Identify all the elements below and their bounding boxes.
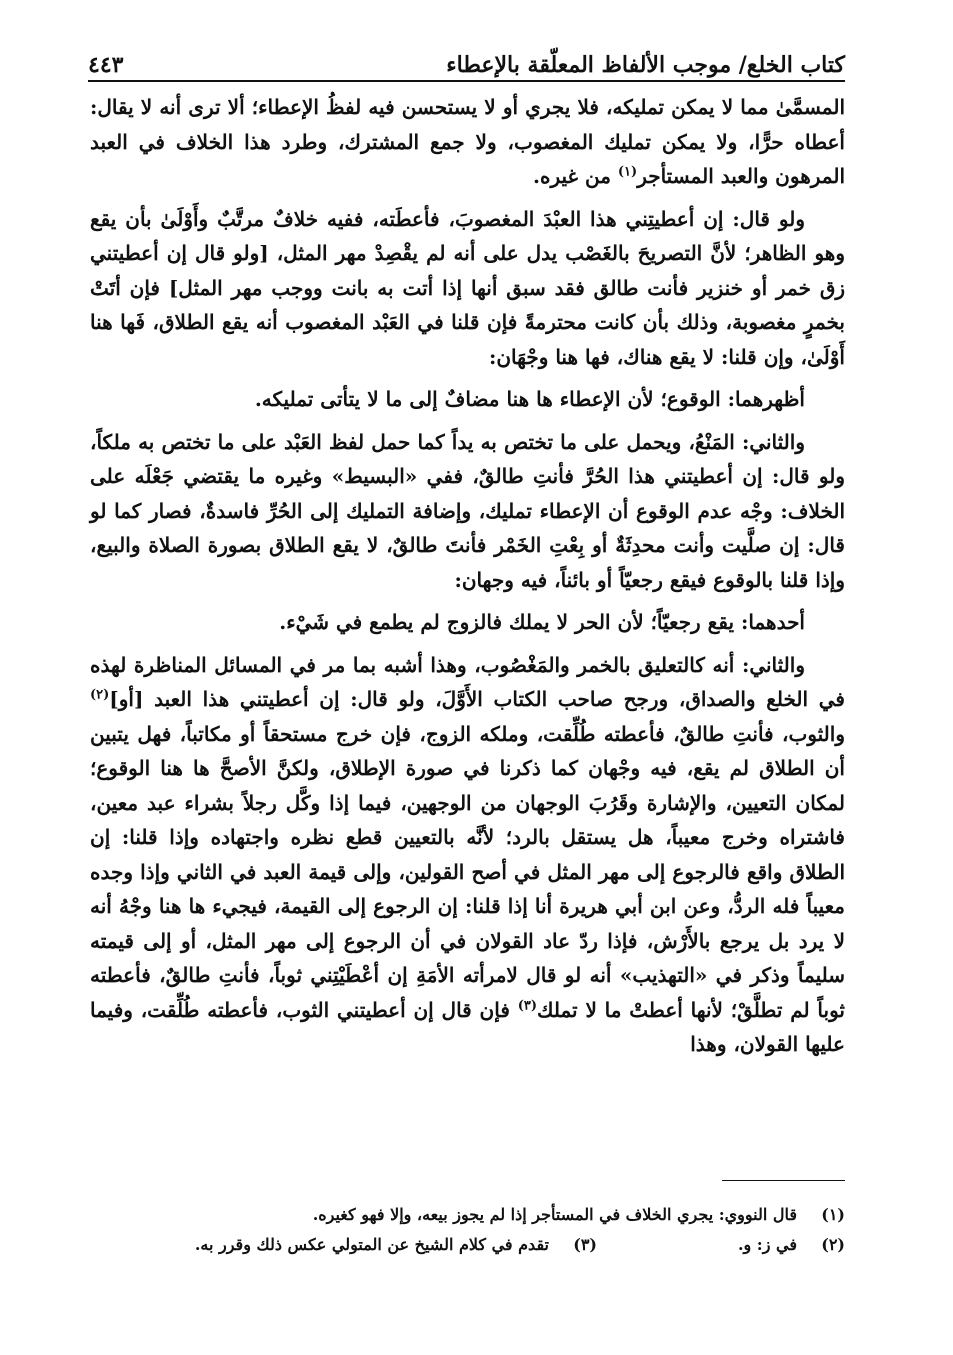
- footnote-ref: (٣): [517, 997, 538, 1013]
- paragraph-text: فإن قال إن أعطيتني الثوب، فأعطته طُلِّقت، وفيما عليها القولان، وهذا: [90, 997, 845, 1056]
- paragraph-lead: أظهرهما:: [727, 387, 805, 411]
- header-rule: [88, 80, 845, 82]
- paragraph-text: يقع رجعيّاً؛ لأن الحر لا يملك فالزوج لم يطمع في شَيْء.: [279, 610, 741, 634]
- paragraph-lead: أحدهما:: [740, 610, 805, 634]
- paragraph-3: [90, 382, 845, 417]
- paragraph-text: المَنْعُ، ويحمل على ما تختص به يداً كما حمل لفظ العَبْد على ما تختص به ملكاً، ولو قال: إن أعطيتني هذا الحُرَّ فأنتِ طالقٌ، ففي «البسيط» وغيره ما يقتضي جَعْلَه على الخلاف: وجْه عدم الوقوع أن الإعطاء تمليك، وإضافة التمليك إلى الحُرِّ فاسدةٌ، فصار كما لو قال: إن صلَّيت وأنت محدِثَةٌ أو بِعْتِ الخَمْر فأنتَ طالقٌ، لا يقع الطلاق بصورة الصلاة والبيع، وإذا قلنا بالوقوع فيقع رجعيّاً أو بائناً، فيه وجهان:: [90, 429, 845, 592]
- paragraph-2: [90, 202, 845, 375]
- footnotes: [110, 1200, 845, 1260]
- footnote-text: قال النووي: يجري الخلاف في المستأجر إذا لم يجوز بيعه، وإلا فهو كغيره.: [312, 1205, 797, 1224]
- footnote-number: (٣): [573, 1235, 597, 1254]
- footnote-rule: [722, 1180, 845, 1181]
- paragraph-text: من غيره.: [533, 164, 618, 188]
- page-number: ٤٤٣: [88, 52, 124, 78]
- footnote: [110, 1200, 845, 1230]
- footnote-text: تقدم في كلام الشيخ عن المتولي عكس ذلك وقرر به.: [194, 1235, 549, 1254]
- paragraph-text: والثوب، فأنتِ طالقٌ، فأعطته طُلِّقت، وملكه الزوج، فإن خرج مستحقاً أو مكاتباً، فهل يتبين أن الطلاق لم يقع، فيه وجْهان كما ذكرنا في صورة الإطلاق، ولكنَّ الأصحَّ ها هنا الوقوع؛ لمكان التعيين، والإشارة وقَرُبَ الوجهان من الوجهين، فيما إذا وكَّل رجلاً بشراء عبد معين، فاشتراه وخرج معيباً، هل يستقل بالرد؛ لأنَّه بالتعيين قطع نظره واجتهاده وإذا قلنا: إن الطلاق واقع فالرجوع إلى مهر المثل في أصح القولين، وإلى قيمة العبد في الثاني وإذا وجده معيباً فله الردُّ، وعن ابن أبي هريرة أنا إذا قلنا: إن الرجوع إلى القيمة، فيجيء ها هنا وجْهُ أنه لا يرد بل يرجع بالأَرْش، فإذا ردّ عاد القولان في أن الرجوع إلى مهر المثل، أو إلى قيمته سليماً وذكر في «التهذيب» أنه لو قال لامرأته الأمَةِ إن أعْطَيْتِني ثوباً، فأنتِ طالقٌ، فأعطته ثوباً لم تطلَّقْ؛ لأنها أعطتْ ما لا تملك: [90, 721, 846, 1022]
- main-text: [90, 90, 845, 1062]
- paragraph-text: المسمَّىٰ مما لا يمكن تمليكه، فلا يجري أو لا يستحسن فيه لفظُ الإعطاء؛ ألا ترى أنه لا يقال: أعطاه حرًّا، ولا يمكن تمليك المغصوب، ولا جمع المشترك، وطرد هذا الخلاف في العبد المرهون والعبد المستأجر: [90, 95, 845, 188]
- paragraph-text: الوقوع؛ لأن الإعطاء ها هنا مضافٌ إلى ما لا يتأتى تمليكه.: [254, 387, 728, 411]
- footnote-number: (٢): [821, 1235, 845, 1254]
- footnote-text: في ز: و.: [737, 1235, 797, 1254]
- header-title: كتاب الخلع/ موجب الألفاظ المعلّقة بالإعطاء: [446, 52, 845, 78]
- paragraph-text: أنه كالتعليق بالخمر والمَغْصُوب، وهذا أشبه بما مر في المسائل المناظرة لهذه في الخلع والصداق، ورجح صاحب الكتاب الأَوَّلَ، ولو قال: إن أعطيتني هذا العبد [أو]: [90, 652, 845, 711]
- paragraph-lead: والثاني:: [741, 429, 805, 454]
- paragraph-5: [90, 605, 845, 640]
- footnote-line: [110, 1230, 845, 1260]
- paragraph-text: ولو قال: إن أعطيتِني هذا العبْدَ المغصوبَ، فأعطَته، ففيه خلافٌ مرتَّبٌ وأَوْلَىٰ بأن يقع وهو الظاهر؛ لأنَّ التصريحَ بالغَصْب يدل على أنه لم يقْصِدْ مهر المثل، [ولو قال إن أعطيتني زق خمر أو خنزير فأنت طالق فقد سبق أنها إذا أتت به بانت ووجب مهر المثل] فإن أتَتْ بخمرٍ مغصوبة، وذلك بأن كانت محترمةً فإن قلنا في العَبْد المغصوب أنه يقع الطلاق، فَها هنا أَوْلَىٰ، وإن قلنا: لا يقع هناك، فها هنا وجْهَان:: [90, 206, 845, 369]
- footnote-ref: (١): [617, 164, 638, 180]
- footnote-ref: (٢): [90, 687, 110, 703]
- paragraph-1: [90, 90, 845, 194]
- paragraph-4: [90, 425, 845, 598]
- running-header: [88, 34, 845, 78]
- footnote-number: (١): [821, 1205, 845, 1224]
- paragraph-6: [90, 648, 845, 1062]
- paragraph-lead: والثاني:: [741, 652, 805, 677]
